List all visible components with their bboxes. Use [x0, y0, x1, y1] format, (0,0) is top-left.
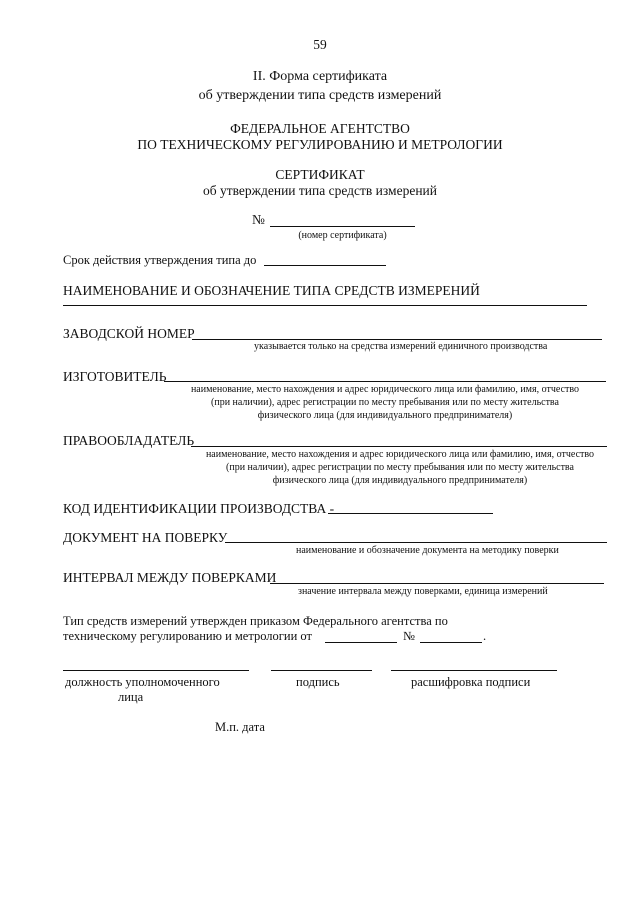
type-name-label: НАИМЕНОВАНИЕ И ОБОЗНАЧЕНИЕ ТИПА СРЕДСТВ ИЗМЕРЕНИЙ: [63, 283, 480, 298]
production-code-line[interactable]: [328, 513, 493, 514]
decoding-caption: расшифровка подписи: [411, 675, 531, 689]
agency-line-2: ПО ТЕХНИЧЕСКОМУ РЕГУЛИРОВАНИЮ И МЕТРОЛОГИИ: [137, 137, 503, 152]
approval-number-line[interactable]: [420, 642, 482, 643]
manufacturer-caption: наименование, место нахождения и адрес юридического лица или фамилию, имя, отчество (при наличии), адрес регистрации по месту пребывания или по месту жительства физического лица (для индивидуального предпринимателя): [190, 384, 580, 421]
verification-doc-caption: наименование и обозначение документа на методику поверки: [296, 545, 559, 556]
certificate-number-line[interactable]: [270, 226, 415, 227]
stamp-date: М.п. дата: [215, 720, 265, 734]
validity-date-line[interactable]: [264, 265, 386, 266]
serial-number-caption: указывается только на средства измерений единичного производства: [254, 341, 548, 352]
rights-holder-line[interactable]: [191, 446, 607, 447]
interval-line[interactable]: [270, 583, 604, 584]
type-name-line[interactable]: [63, 305, 587, 306]
validity-label: Срок действия утверждения типа до: [63, 253, 257, 267]
rights-holder-caption: наименование, место нахождения и адрес юридического лица или фамилию, имя, отчество (при наличии), адрес регистрации по месту пребывания или по месту жительства физического лица (для индивидуального предпринимателя): [205, 449, 595, 486]
verification-doc-label: ДОКУМЕНТ НА ПОВЕРКУ: [63, 530, 228, 545]
certificate-title: СЕРТИФИКАТ: [275, 167, 365, 182]
decoding-line[interactable]: [391, 670, 557, 671]
approval-number-sign: №: [403, 629, 415, 643]
verification-doc-line[interactable]: [225, 542, 607, 543]
serial-number-line[interactable]: [192, 339, 602, 340]
position-line[interactable]: [63, 670, 249, 671]
interval-caption: значение интервала между поверками, единица измерений: [298, 586, 548, 597]
agency-line-1: ФЕДЕРАЛЬНОЕ АГЕНТСТВО: [230, 121, 410, 136]
approval-line-2: техническому регулированию и метрологии от: [63, 629, 312, 643]
signature-caption: подпись: [296, 675, 340, 689]
interval-label: ИНТЕРВАЛ МЕЖДУ ПОВЕРКАМИ: [63, 570, 277, 585]
manufacturer-line[interactable]: [164, 381, 606, 382]
approval-date-line[interactable]: [325, 642, 397, 643]
signature-line[interactable]: [271, 670, 372, 671]
production-code-label: КОД ИДЕНТИФИКАЦИИ ПРОИЗВОДСТВА -: [63, 501, 335, 516]
certificate-number-caption: (номер сертификата): [298, 230, 387, 241]
section-subtitle: об утверждении типа средств измерений: [198, 88, 442, 103]
section-title: II. Форма сертификата: [252, 69, 388, 84]
rights-holder-label: ПРАВООБЛАДАТЕЛЬ: [63, 433, 195, 448]
certificate-subtitle: об утверждении типа средств измерений: [202, 183, 437, 198]
position-caption-2: лица: [118, 690, 144, 704]
position-caption-1: должность уполномоченного: [65, 675, 220, 689]
page-number: 59: [313, 37, 327, 52]
manufacturer-label: ИЗГОТОВИТЕЛЬ: [63, 369, 167, 384]
certificate-number-sign: №: [252, 212, 265, 227]
approval-line-1: Тип средств измерений утвержден приказом Федерального агентства по: [63, 614, 448, 628]
approval-period: .: [483, 629, 487, 643]
serial-number-label: ЗАВОДСКОЙ НОМЕР: [63, 326, 195, 341]
